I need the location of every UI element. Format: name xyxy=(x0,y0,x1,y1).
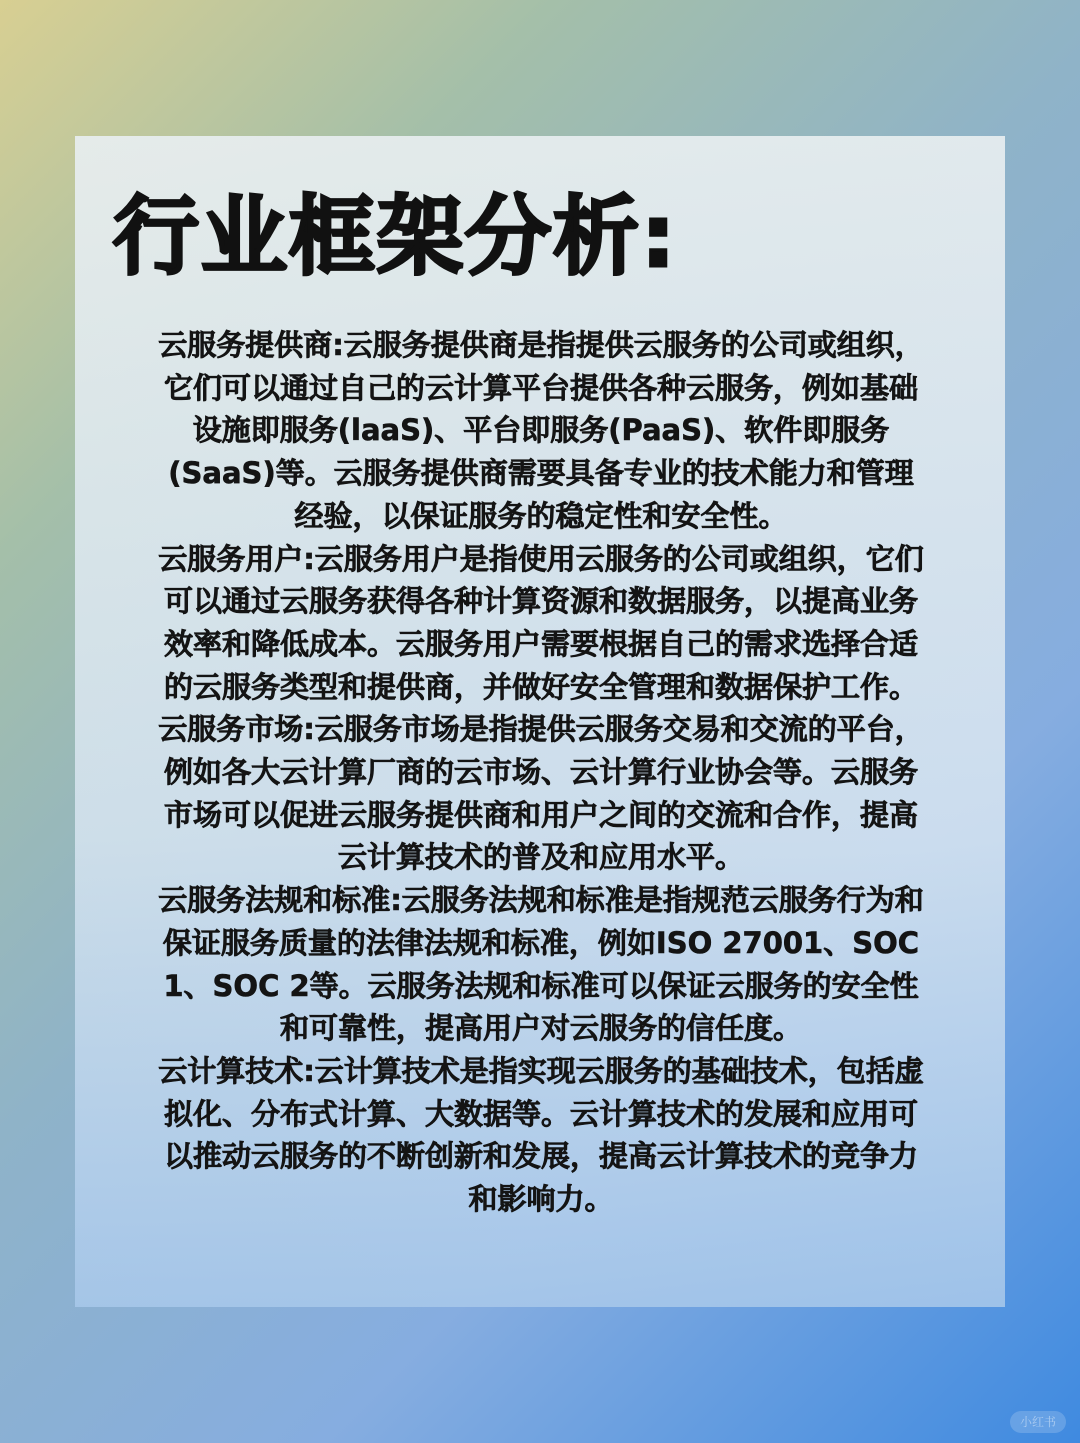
paragraph-cloud-regulations: 云服务法规和标准:云服务法规和标准是指规范云服务行为和保证服务质量的法律法规和标准，例如ISO 27001、SOC 1、SOC 2等。云服务法规和标准可以保证云服务的安全性和可靠性，提高用户对云服务的信任度。 xyxy=(158,883,924,1046)
article-body xyxy=(155,324,927,1221)
watermark: 小红书 xyxy=(1010,1411,1066,1433)
paragraph-cloud-market: 云服务市场:云服务市场是指提供云服务交易和交流的平台，例如各大云计算厂商的云市场、云计算行业协会等。云服务市场可以促进云服务提供商和用户之间的交流和合作，提高云计算技术的普及和应用水平。 xyxy=(158,712,924,875)
page-title: 行业框架分析: xyxy=(113,187,678,287)
content-card xyxy=(75,136,1005,1307)
paragraph-cloud-user: 云服务用户:云服务用户是指使用云服务的公司或组织，它们可以通过云服务获得各种计算资源和数据服务，以提高业务效率和降低成本。云服务用户需要根据自己的需求选择合适的云服务类型和提供商，并做好安全管理和数据保护工作。 xyxy=(158,541,924,704)
paragraph-cloud-technology: 云计算技术:云计算技术是指实现云服务的基础技术，包括虚拟化、分布式计算、大数据等。云计算技术的发展和应用可以推动云服务的不断创新和发展，提高云计算技术的竞争力和影响力。 xyxy=(158,1053,924,1217)
paragraph-cloud-provider: 云服务提供商:云服务提供商是指提供云服务的公司或组织，它们可以通过自己的云计算平台提供各种云服务，例如基础设施即服务(laaS)、平台即服务(PaaS)、软件即服务(SaaS)等。云服务提供商需要具备专业的技术能力和管理经验，以保证服务的稳定性和安全性。 xyxy=(158,328,924,533)
